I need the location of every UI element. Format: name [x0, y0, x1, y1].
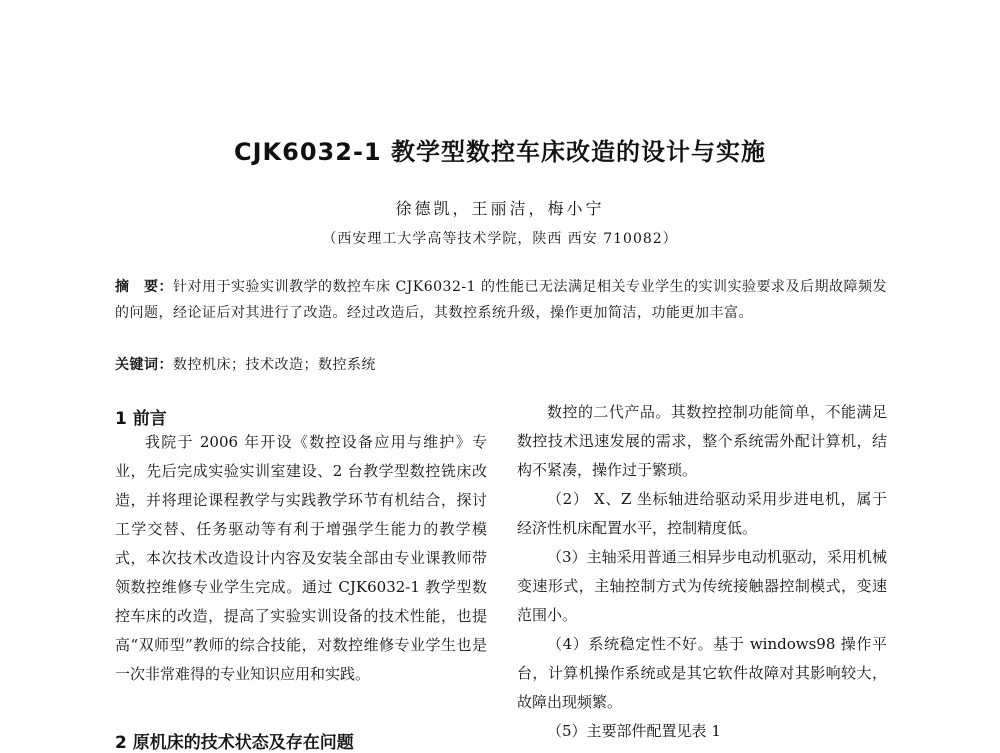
keywords-label: 关键词： — [115, 357, 173, 373]
abstract-text: 针对用于实验实训教学的数控车床 CJK6032-1 的性能已无法满足相关专业学生的实训实验要求及后期故障频发的问题，经论证后对其进行了改造。经过改造后，其数控系统升级，操作更加简洁，功能更加丰富。 — [115, 279, 887, 321]
right-column — [517, 398, 887, 746]
right-paragraph: （3）主轴采用普通三相异步电动机驱动，采用机械变速形式，主轴控制方式为传统接触器控制模式，变速范围小。 — [517, 548, 887, 624]
affiliation: （西安理工大学高等技术学院，陕西 西安 710082） — [322, 231, 678, 247]
abstract — [115, 274, 887, 326]
author-list: 徐德凯，王丽洁，梅小宁 — [395, 199, 605, 218]
right-paragraph: 数控的二代产品。其数控控制功能简单，不能满足数控技术迅速发展的需求，整个系统需外配计算机，结构不紧凑，操作过于繁琐。 — [517, 403, 887, 479]
section-1-paragraph: 我院于 2006 年开设《数控设备应用与维护》专业，先后完成实验实训室建设、2 台教学型数控铣床改造，并将理论课程教学与实践教学环节有机结合，探讨工学交替、任务驱动等有利于增强学生能力的教学模式，本次技术改造设计内容及安装全部由专业课教师带领数控维修专业学生完成。通过 CJK6032-1 教学型数控车床的改造，提高了实验实训设备的技术性能，也提高“双师型”教师的综合技能，对数控维修专业学生也是一次非常难得的专业知识应用和实践。 — [115, 433, 487, 683]
paper-title: CJK6032-1 教学型数控车床改造的设计与实施 — [234, 138, 766, 166]
left-column — [115, 428, 487, 689]
right-paragraph: （2） X、Z 坐标轴进给驱动采用步进电机，属于经济性机床配置水平，控制精度低。 — [517, 490, 887, 537]
right-paragraph: （4）系统稳定性不好。基于 windows98 操作平台，计算机操作系统或是其它软件故障对其影响较大，故障出现频繁。 — [517, 635, 887, 711]
keywords-text: 数控机床；技术改造；数控系统 — [173, 357, 376, 373]
section-2-heading: 2 原机床的技术状态及存在问题 — [115, 733, 354, 753]
section-1-heading: 1 前言 — [115, 409, 167, 429]
right-paragraph: （5）主要部件配置见表 1 — [547, 722, 721, 740]
keywords — [115, 354, 887, 374]
abstract-label: 摘 要： — [115, 279, 173, 295]
